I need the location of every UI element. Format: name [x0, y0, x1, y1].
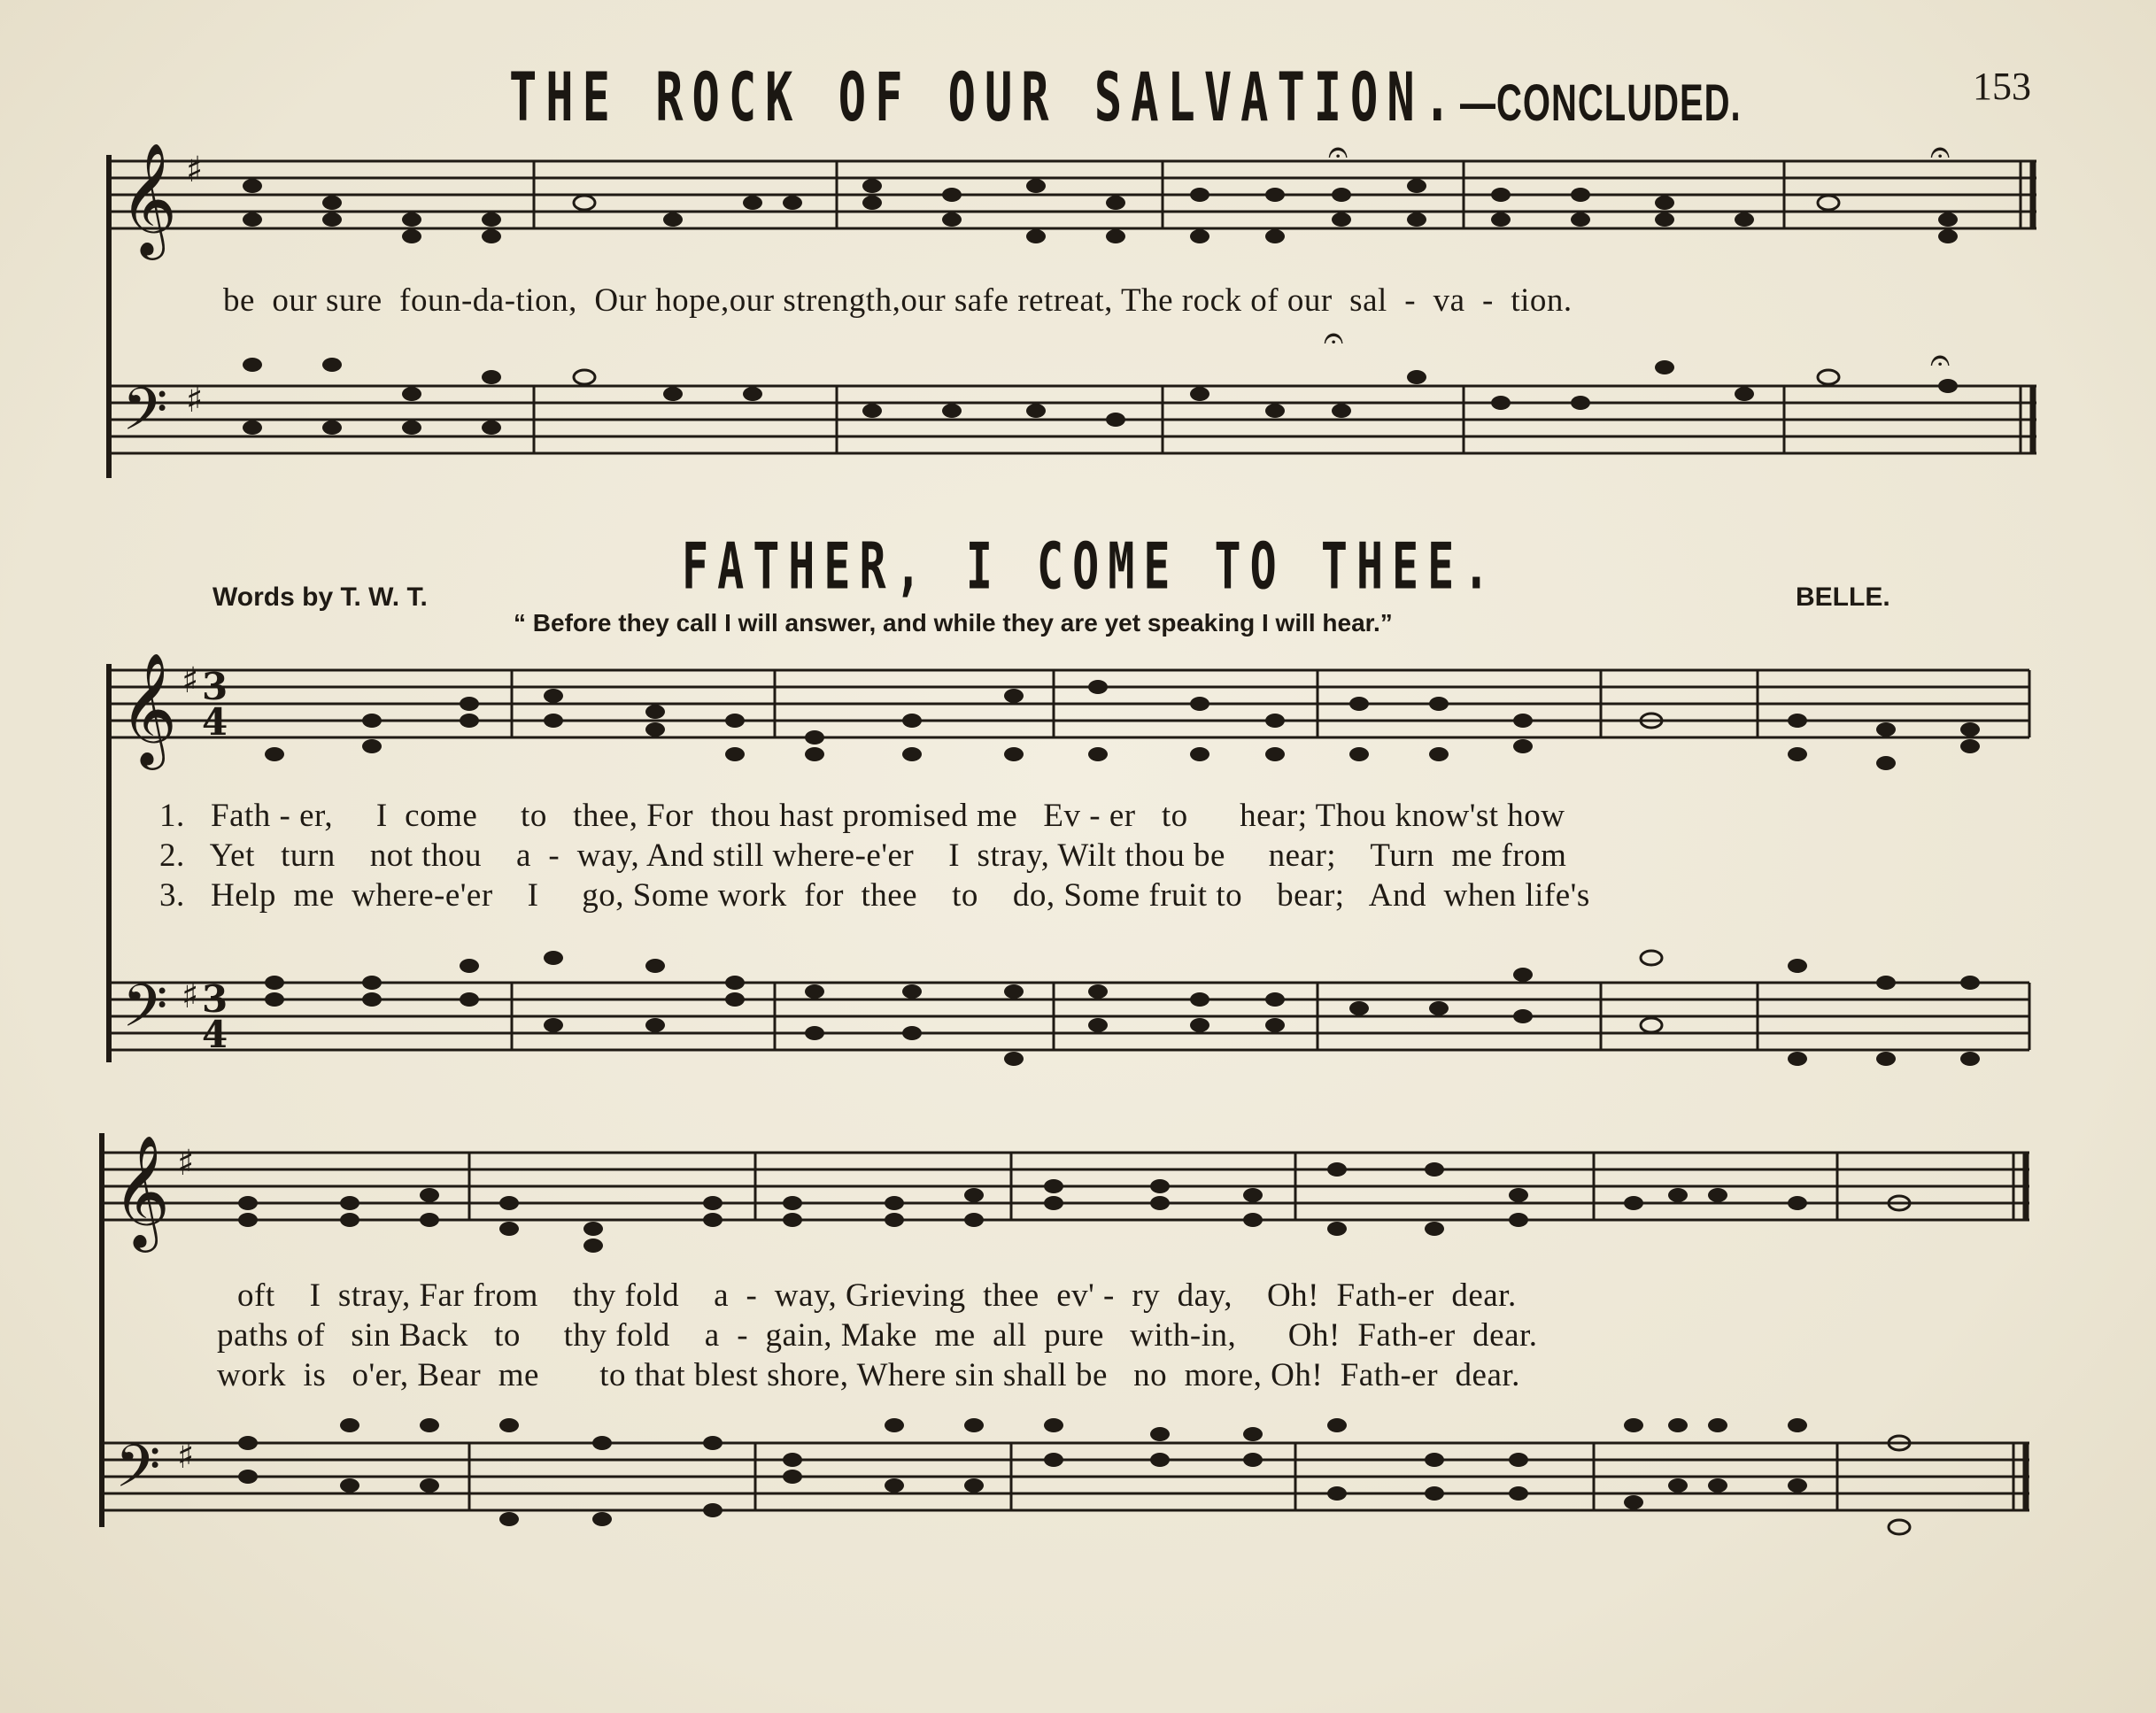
svg-text:♯: ♯	[177, 1436, 195, 1477]
svg-text:𝄐: 𝄐	[1930, 340, 1951, 381]
svg-text:3: 3	[202, 665, 228, 708]
verse2-part1: 2. Yet turn not thou a - way, And still where-e'er I stray, Wilt thou be near; Turn me from	[159, 837, 1567, 874]
svg-text:♯: ♯	[182, 660, 199, 701]
composer-credit: BELLE.	[1796, 583, 1890, 612]
page-number: 153	[1973, 65, 2031, 108]
verse3-part1: 3. Help me where-e'er I go, Some work for thee to do, Some fruit to bear; And when life's	[159, 877, 1590, 914]
svg-text:𝄞: 𝄞	[120, 142, 178, 255]
verse2-part2: paths of sin Back to thy fold a - gain, Make me all pure with-in, Oh! Fath-er dear.	[217, 1317, 1538, 1354]
svg-text:4: 4	[202, 700, 228, 744]
svg-text:𝄐: 𝄐	[1930, 132, 1951, 173]
svg-text:♯: ♯	[186, 380, 204, 421]
words-by-credit: Words by T. W. T.	[213, 583, 428, 612]
verse3-part2: work is o'er, Bear me to that blest shore, Where sin shall be no more, Oh! Fath-er dear.	[217, 1357, 1520, 1393]
svg-text:𝄞: 𝄞	[112, 1134, 171, 1247]
song2-title: FATHER, I COME TO THEE.	[682, 529, 1499, 605]
svg-text:♯: ♯	[182, 976, 199, 1016]
song1-lyric-line: be our sure foun-da-tion, Our hope,our strength,our safe retreat, The rock of our sal - va - tion.	[223, 282, 1573, 319]
svg-text:𝄢: 𝄢	[122, 972, 168, 1054]
svg-text:𝄢: 𝄢	[122, 375, 168, 458]
svg-text:𝄢: 𝄢	[115, 1432, 161, 1515]
song1-title-text: THE ROCK OF OUR SALVATION.	[509, 60, 1460, 137]
scripture-epigraph: “ Before they call I will answer, and while they are yet speaking I will hear.”	[514, 609, 1393, 637]
song1-title-suffix: —CONCLUDED.	[1459, 75, 1742, 133]
verse1-part1: 1. Fath - er, I come to thee, For thou hast promised me Ev - er to hear; Thou know'st how	[159, 798, 1565, 834]
svg-text:𝄐: 𝄐	[1324, 318, 1344, 359]
svg-text:♯: ♯	[177, 1143, 195, 1184]
svg-text:♯: ♯	[186, 150, 204, 190]
verse1-part2: oft I stray, Far from thy fold a - way, Grieving thee ev' - ry day, Oh! Fath-er dear.	[237, 1277, 1517, 1314]
svg-text:𝄞: 𝄞	[120, 652, 178, 765]
svg-text:4: 4	[202, 1013, 228, 1056]
svg-text:𝄐: 𝄐	[1328, 132, 1348, 173]
svg-text:3: 3	[202, 977, 228, 1021]
